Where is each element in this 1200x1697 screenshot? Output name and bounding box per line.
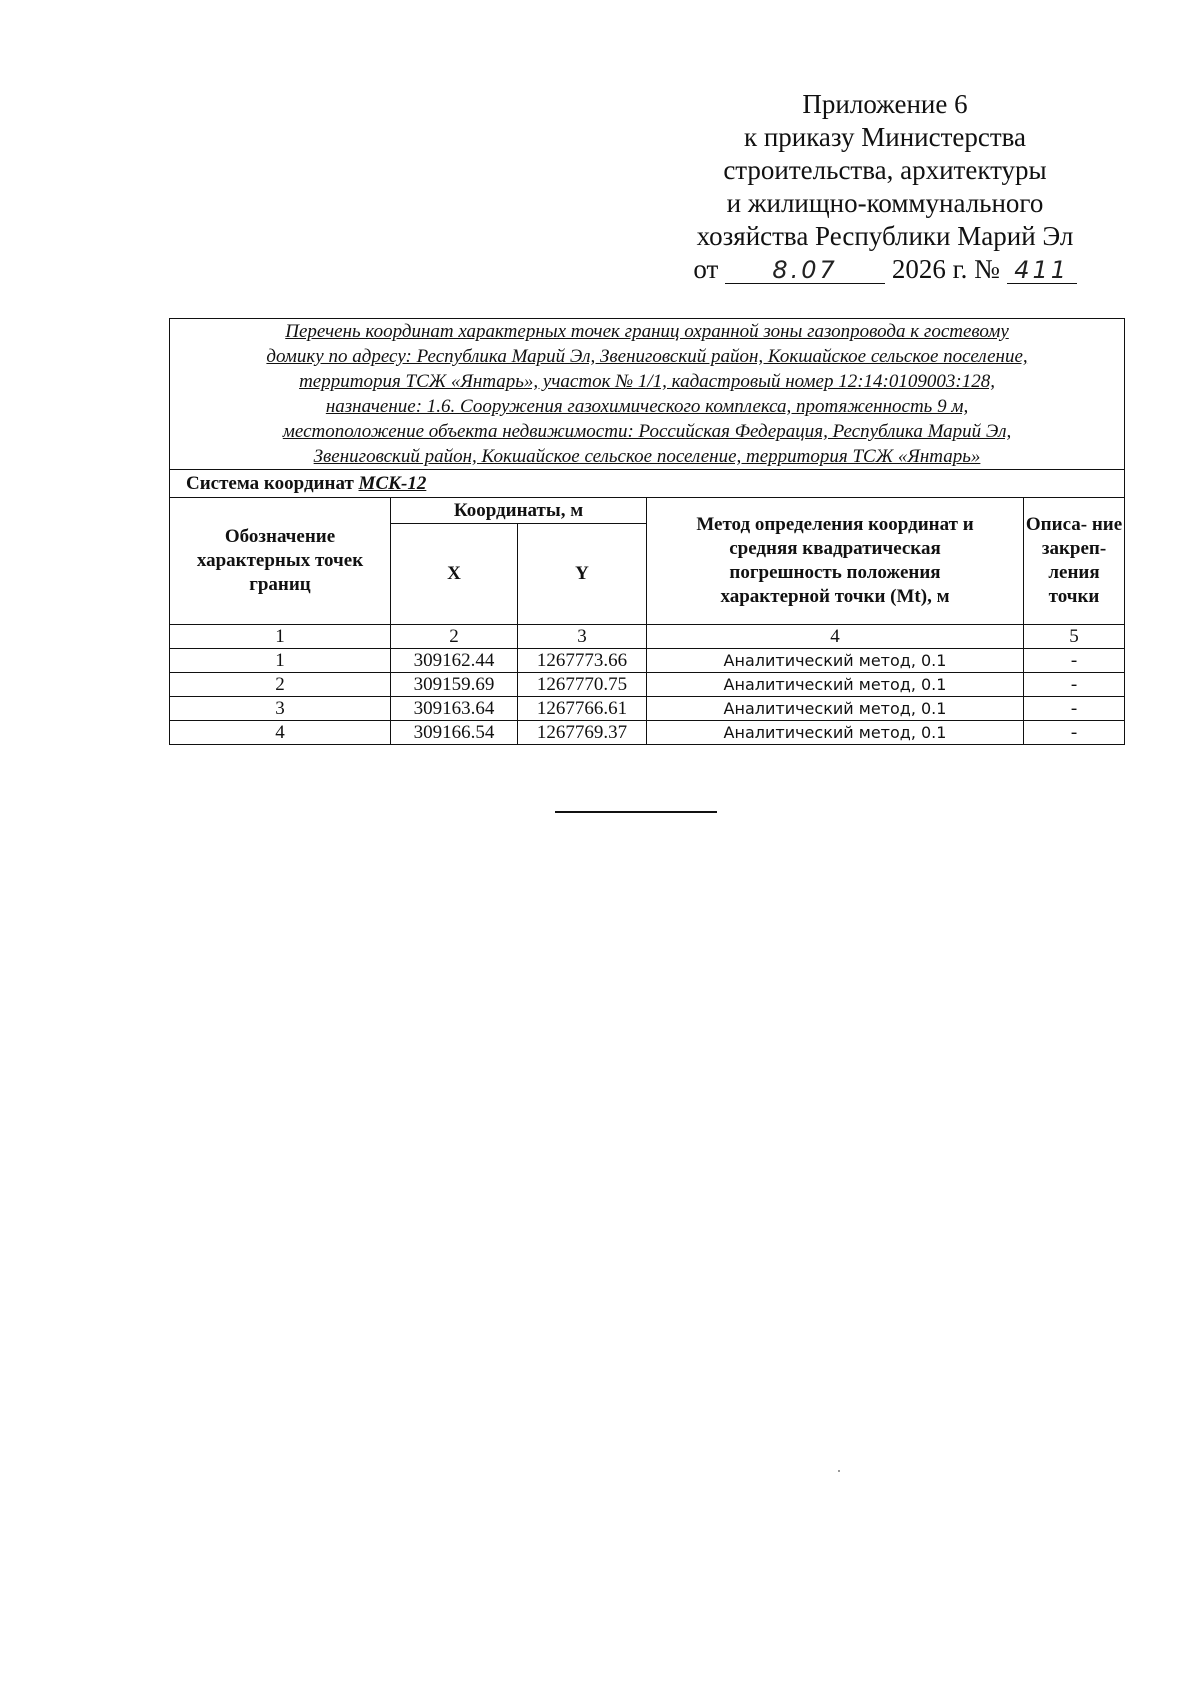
table-row: [170, 697, 1125, 721]
y-value: 1267773.66: [518, 649, 647, 673]
method-value: Аналитический метод, 0.1: [647, 673, 1024, 697]
title-line: домику по адресу: Республика Марий Эл, Звениговский район, Кокшайское сельское поселение,: [266, 346, 1028, 367]
scan-speck: [838, 1470, 840, 1472]
point-id: 2: [170, 673, 391, 697]
desc-value: -: [1024, 673, 1125, 697]
point-id: 4: [170, 721, 391, 745]
title-line: территория ТСЖ «Янтарь», участок № 1/1, кадастровый номер 12:14:0109003:128,: [299, 371, 995, 392]
column-number: 1: [170, 625, 391, 649]
column-numbers-row: [170, 625, 1125, 649]
method-value: Аналитический метод, 0.1: [647, 697, 1024, 721]
coordinates-table: [169, 318, 1125, 745]
table-title-row: [170, 319, 1125, 470]
appendix-line: строительства, архитектуры: [723, 155, 1047, 185]
appendix-line: хозяйства Республики Марий Эл: [696, 221, 1074, 251]
table-row: [170, 721, 1125, 745]
year-text: 2026 г. №: [891, 254, 1000, 284]
date-prefix: от: [693, 254, 719, 284]
header-x: X: [391, 524, 518, 625]
handwritten-order-number: 411: [1007, 257, 1077, 284]
table-row: [170, 673, 1125, 697]
header-description: Описа- ние закреп- ления точки: [1024, 498, 1125, 625]
header-y: Y: [518, 524, 647, 625]
title-line: назначение: 1.6. Сооружения газохимического комплекса, протяженность 9 м,: [325, 396, 969, 417]
method-value: Аналитический метод, 0.1: [647, 649, 1024, 673]
title-line: местоположение объекта недвижимости: Российская Федерация, Республика Марий Эл,: [282, 421, 1012, 442]
coord-system-label: Система координат: [186, 472, 354, 494]
desc-value: -: [1024, 649, 1125, 673]
handwritten-date: 8.07: [725, 257, 885, 284]
desc-value: -: [1024, 721, 1125, 745]
y-value: 1267766.61: [518, 697, 647, 721]
order-date-line: [640, 253, 1130, 286]
column-number: 3: [518, 625, 647, 649]
header-point: Обозначение характерных точек границ: [170, 498, 391, 625]
coord-system-row: [170, 470, 1125, 498]
column-number: 2: [391, 625, 518, 649]
header-method: Метод определения координат и средняя квадратическая погрешность положения характерной точки (Mt), м: [647, 498, 1024, 625]
appendix-line: к приказу Министерства: [743, 122, 1027, 152]
column-number: 4: [647, 625, 1024, 649]
appendix-header: [640, 88, 1130, 286]
column-number: 5: [1024, 625, 1125, 649]
x-value: 309159.69: [391, 673, 518, 697]
table-title: [170, 319, 1125, 470]
title-line: Перечень координат характерных точек границ охранной зоны газопровода к гостевому: [285, 321, 1009, 342]
x-value: 309163.64: [391, 697, 518, 721]
method-value: Аналитический метод, 0.1: [647, 721, 1024, 745]
coord-system: [170, 470, 1125, 498]
x-value: 309166.54: [391, 721, 518, 745]
coord-system-value: МСК-12: [358, 472, 427, 494]
title-line: Звениговский район, Кокшайское сельское поселение, территория ТСЖ «Янтарь»: [313, 446, 981, 467]
header-coordinates: Координаты, м: [391, 498, 647, 524]
desc-value: -: [1024, 697, 1125, 721]
point-id: 1: [170, 649, 391, 673]
point-id: 3: [170, 697, 391, 721]
table-row: [170, 649, 1125, 673]
y-value: 1267769.37: [518, 721, 647, 745]
appendix-line: Приложение 6: [802, 89, 968, 119]
appendix-line: и жилищно-коммунального: [726, 188, 1044, 218]
x-value: 309162.44: [391, 649, 518, 673]
header-row-1: [170, 498, 1125, 524]
y-value: 1267770.75: [518, 673, 647, 697]
closing-divider: [555, 811, 717, 813]
